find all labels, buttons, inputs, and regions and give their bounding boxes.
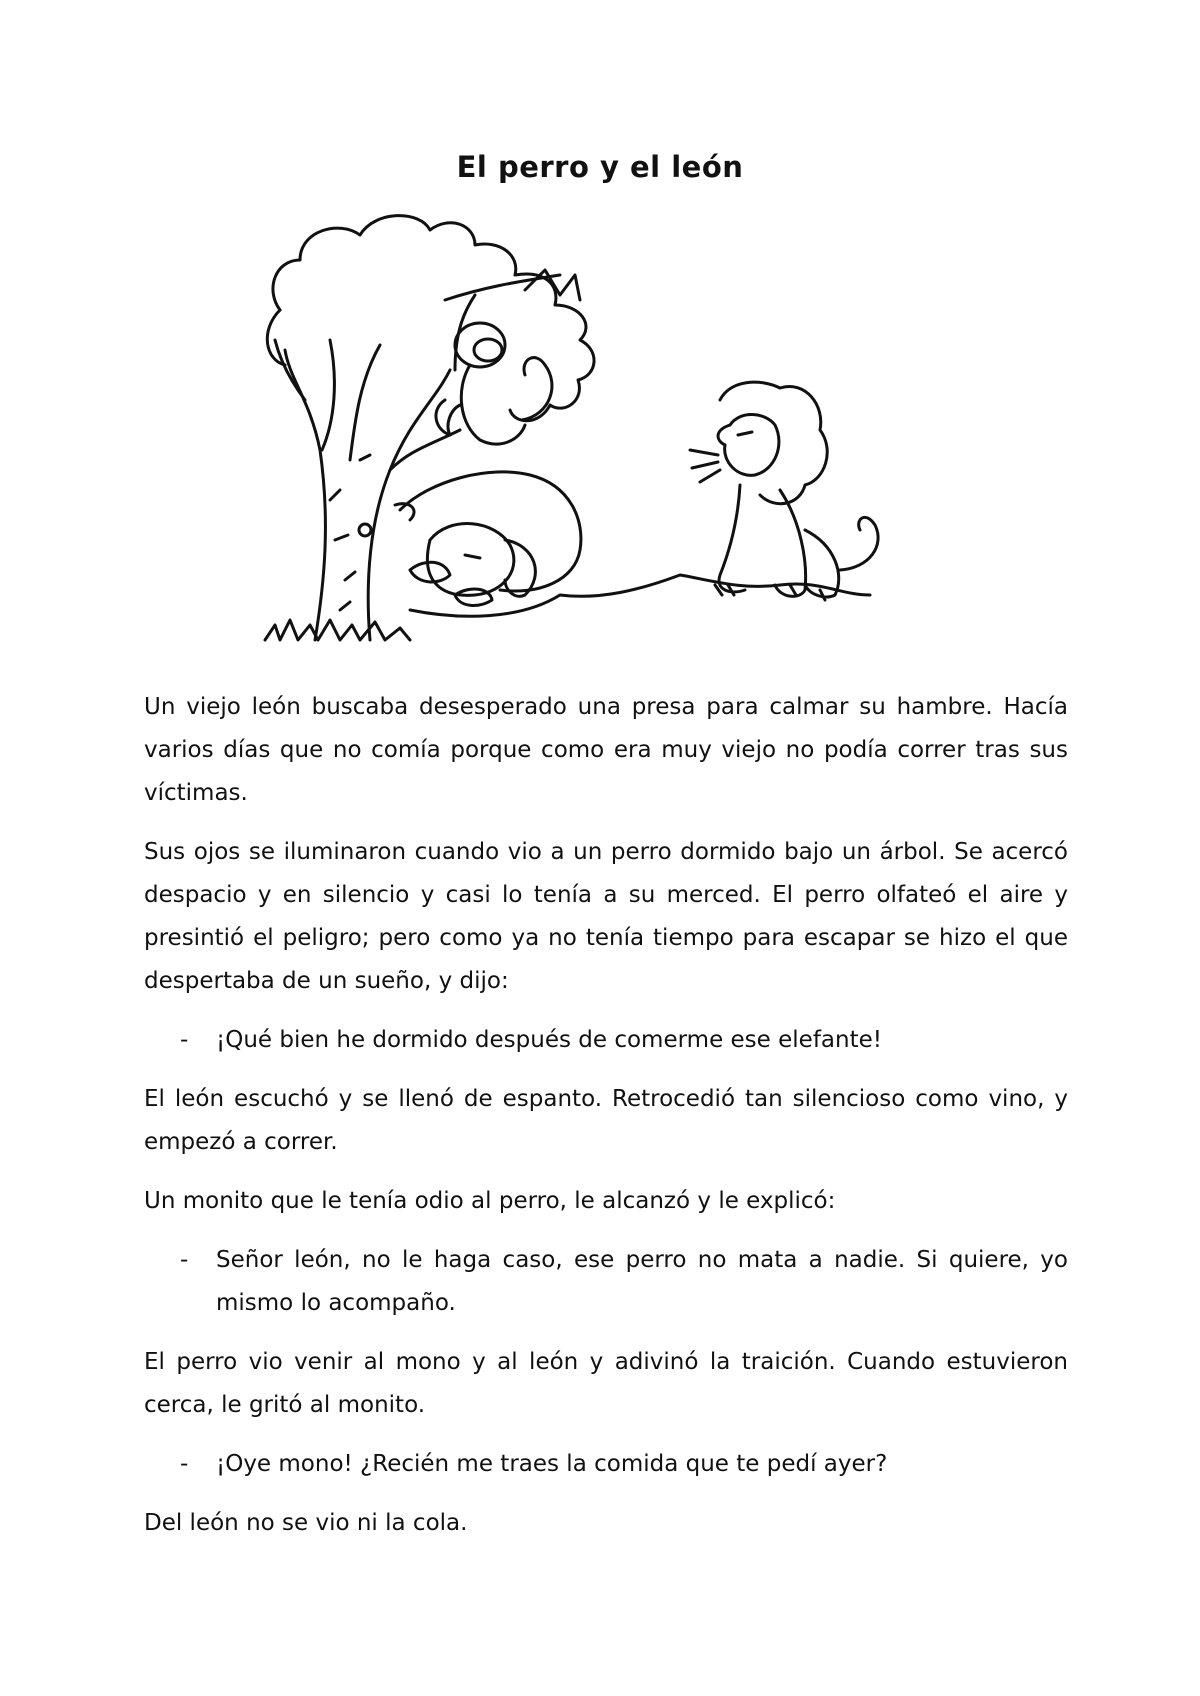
- tree-knot: [359, 524, 371, 536]
- dog-body: [400, 472, 581, 591]
- tree-branch: [350, 345, 380, 460]
- dog-head: [427, 524, 513, 596]
- tree-trunk: [285, 350, 325, 640]
- dialogue-text: ¡Qué bien he dormido después de comerme ese elefante!: [216, 1027, 882, 1053]
- story-body: [144, 686, 1068, 1561]
- dialogue-dash: -: [180, 1247, 189, 1273]
- dog-eye: [465, 555, 480, 558]
- tree-canopy: [273, 216, 594, 421]
- dialogue-line: [144, 1443, 1068, 1486]
- lion-foreleg: [719, 485, 745, 592]
- lion-whiskers: [690, 450, 720, 482]
- lion-tail: [840, 517, 878, 570]
- dialogue-text: Señor león, no le haga caso, ese perro no mata a nadie. Si quiere, yo mismo lo acompaño.: [216, 1247, 1068, 1316]
- lion-eye: [738, 432, 752, 435]
- bark-mark: [330, 455, 370, 610]
- tree-canopy-left: [267, 310, 285, 365]
- monkey-body: [461, 365, 525, 444]
- grass: [265, 620, 410, 640]
- dialogue-dash: -: [180, 1027, 189, 1053]
- dialogue-text: ¡Oye mono! ¿Recién me traes la comida que te pedí ayer?: [216, 1451, 888, 1477]
- dialogue-line: [144, 1019, 1068, 1062]
- fable-illustration: [260, 200, 960, 670]
- page-title: El perro y el león: [456, 150, 744, 184]
- story-paragraph: Del león no se vio ni la cola.: [144, 1510, 468, 1536]
- story-paragraph: Sus ojos se iluminaron cuando vio a un perro dormido bajo un árbol. Se acercó despacio y en silencio y casi lo tenía a su merced. El perro olfateó el aire y presintió el peligro; pero como ya no tenía tiempo para escapar se hizo el que despertaba de un sueño, y dijo:: [144, 839, 1068, 994]
- monkey-face: [474, 339, 502, 361]
- story-paragraph: Un monito que le tenía odio al perro, le alcanzó y le explicó:: [144, 1188, 836, 1214]
- dog-ear: [505, 540, 535, 596]
- lion-mane: [720, 382, 827, 504]
- story-paragraph: Un viejo león buscaba desesperado una presa para calmar su hambre. Hacía varios días que no comía porque como era muy viejo no podía correr tras sus víctimas.: [144, 694, 1068, 806]
- story-paragraph: El león escuchó y se llenó de espanto. Retrocedió tan silencioso como vino, y empezó a correr.: [144, 1086, 1068, 1155]
- lion-face: [718, 414, 779, 475]
- tree-branch: [322, 340, 334, 450]
- lion-body: [775, 490, 806, 596]
- banana: [436, 400, 460, 435]
- branch-hang: [445, 275, 560, 300]
- dialogue-dash: -: [180, 1451, 189, 1477]
- dog-paw: [455, 589, 492, 606]
- story-paragraph: El perro vio venir al mono y al león y adivinó la traición. Cuando estuvieron cerca, le gritó al monito.: [144, 1349, 1068, 1418]
- dialogue-line: [144, 1239, 1068, 1325]
